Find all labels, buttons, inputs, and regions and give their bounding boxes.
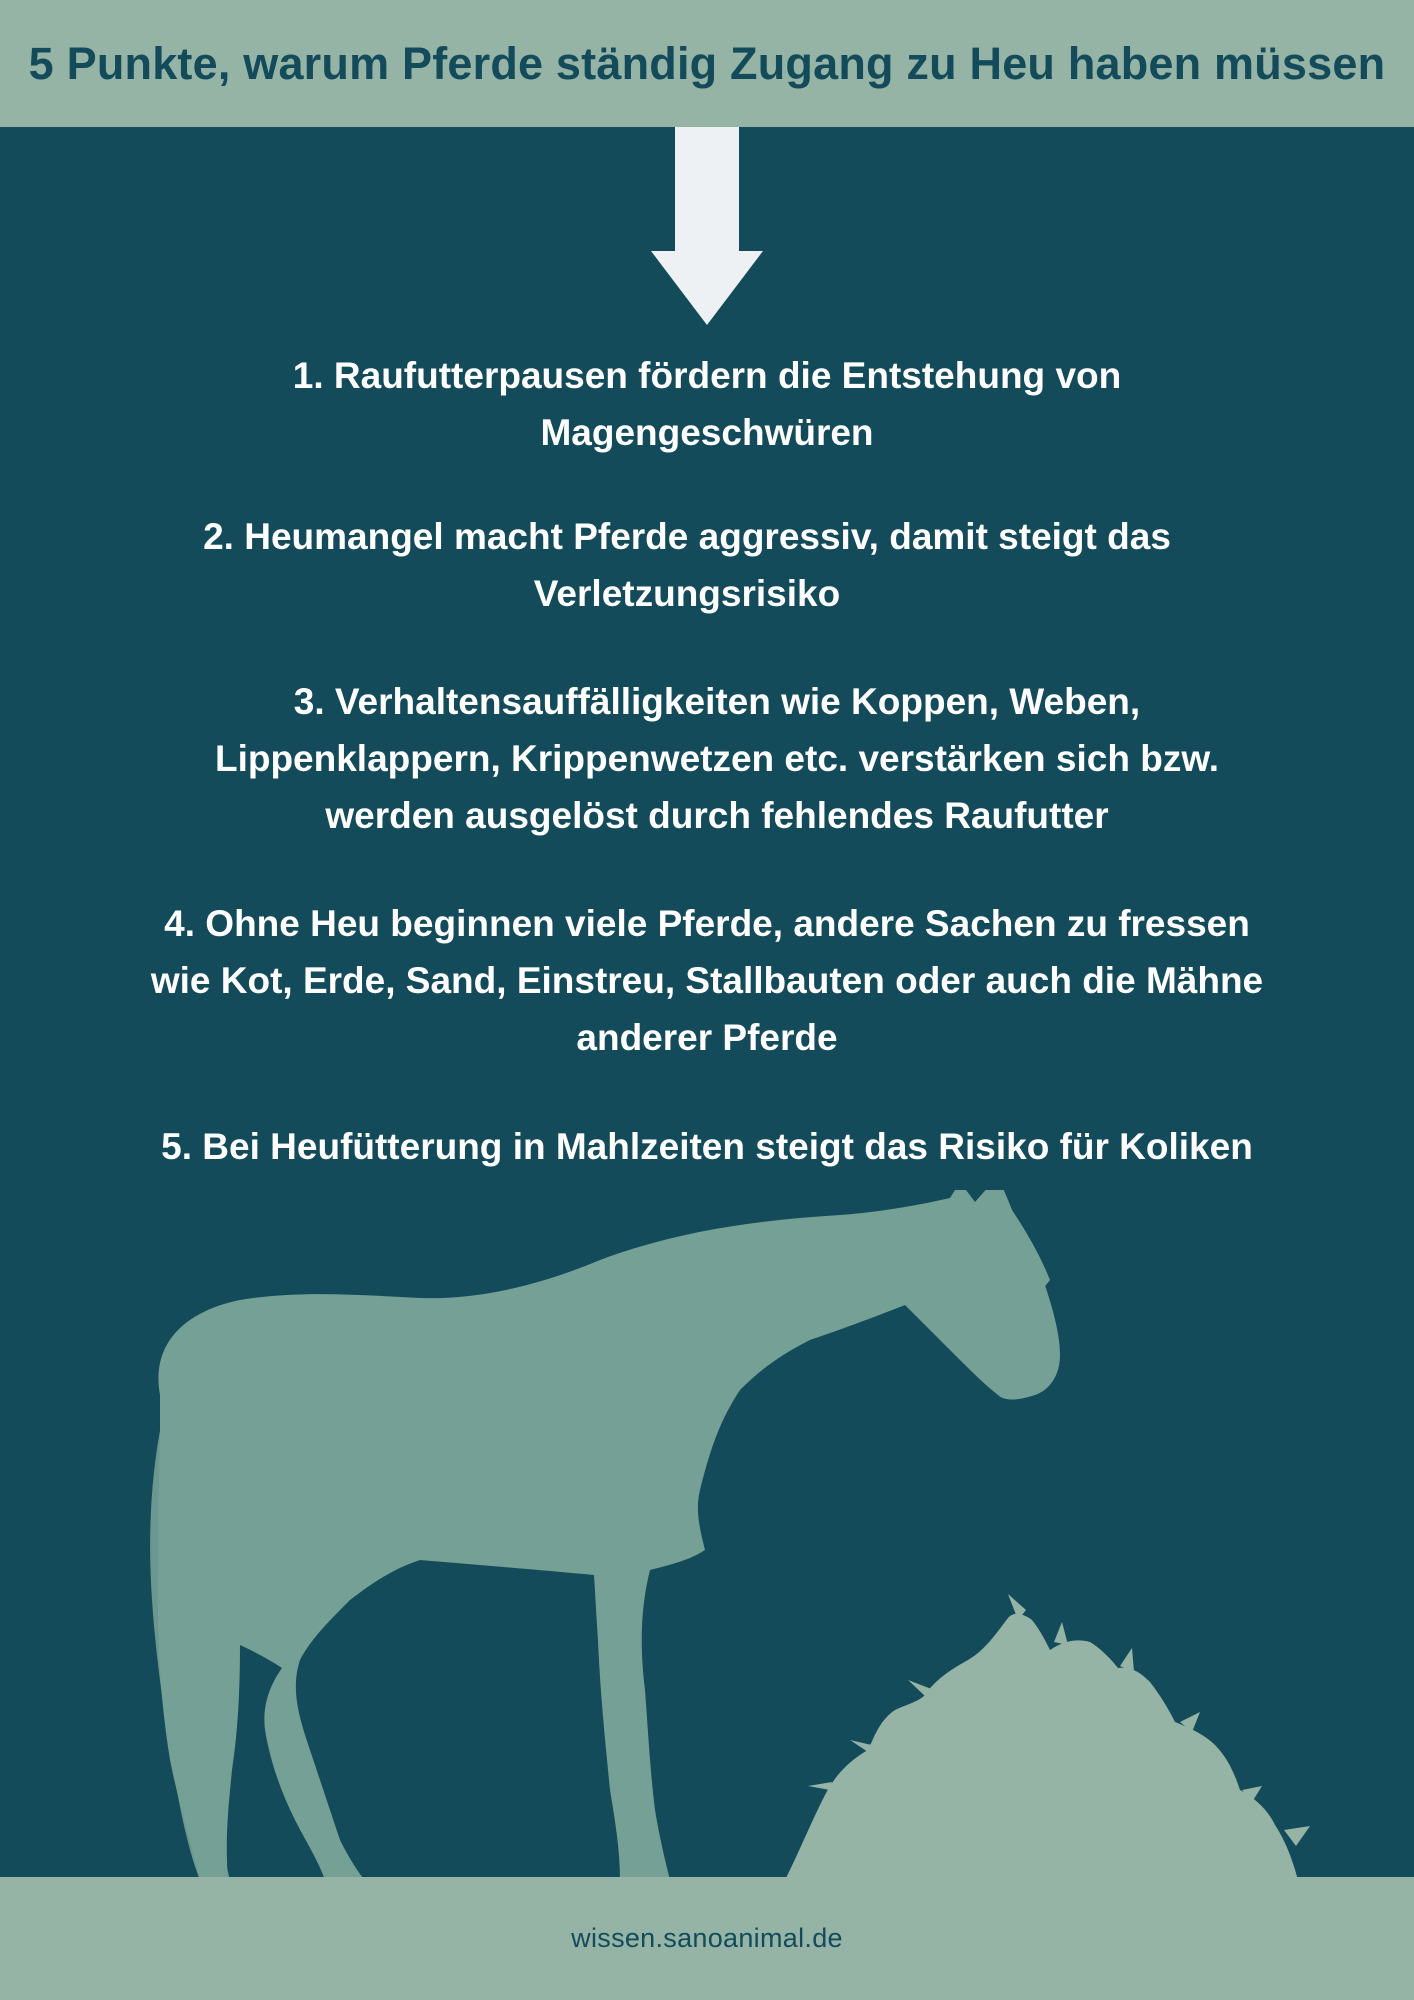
- hay-pile-illustration: [785, 1594, 1310, 1880]
- reason-4: 4. Ohne Heu beginnen viele Pferde, andere Sachen zu fressen wie Kot, Erde, Sand, Einstreu, Stallbauten oder auch die Mähne anderer Pferde: [150, 903, 1264, 1058]
- reason-3: 3. Verhaltensauffälligkeiten wie Koppen, Weben, Lippenklappern, Krippenwetzen etc. verstärken sich bzw. werden ausgelöst durch fehlendes Raufutter: [214, 681, 1220, 836]
- reason-5: 5. Bei Heufütterung in Mahlzeiten steigt das Risiko für Koliken: [161, 1126, 1253, 1167]
- down-arrow-icon: [651, 127, 763, 327]
- footer-band: [0, 1877, 1414, 2000]
- header-band: [0, 0, 1414, 127]
- source-url[interactable]: wissen.sanoanimal.de: [571, 1923, 843, 1953]
- reason-1: 1. Raufutterpausen fördern die Entstehung von Magengeschwüren: [292, 355, 1122, 453]
- horse-hay-illustration: [0, 1190, 1414, 1880]
- page-title: 5 Punkte, warum Pferde ständig Zugang zu Heu haben müssen: [28, 37, 1386, 89]
- reason-2: 2. Heumangel macht Pferde aggressiv, damit steigt das Verletzungsrisiko: [203, 516, 1171, 614]
